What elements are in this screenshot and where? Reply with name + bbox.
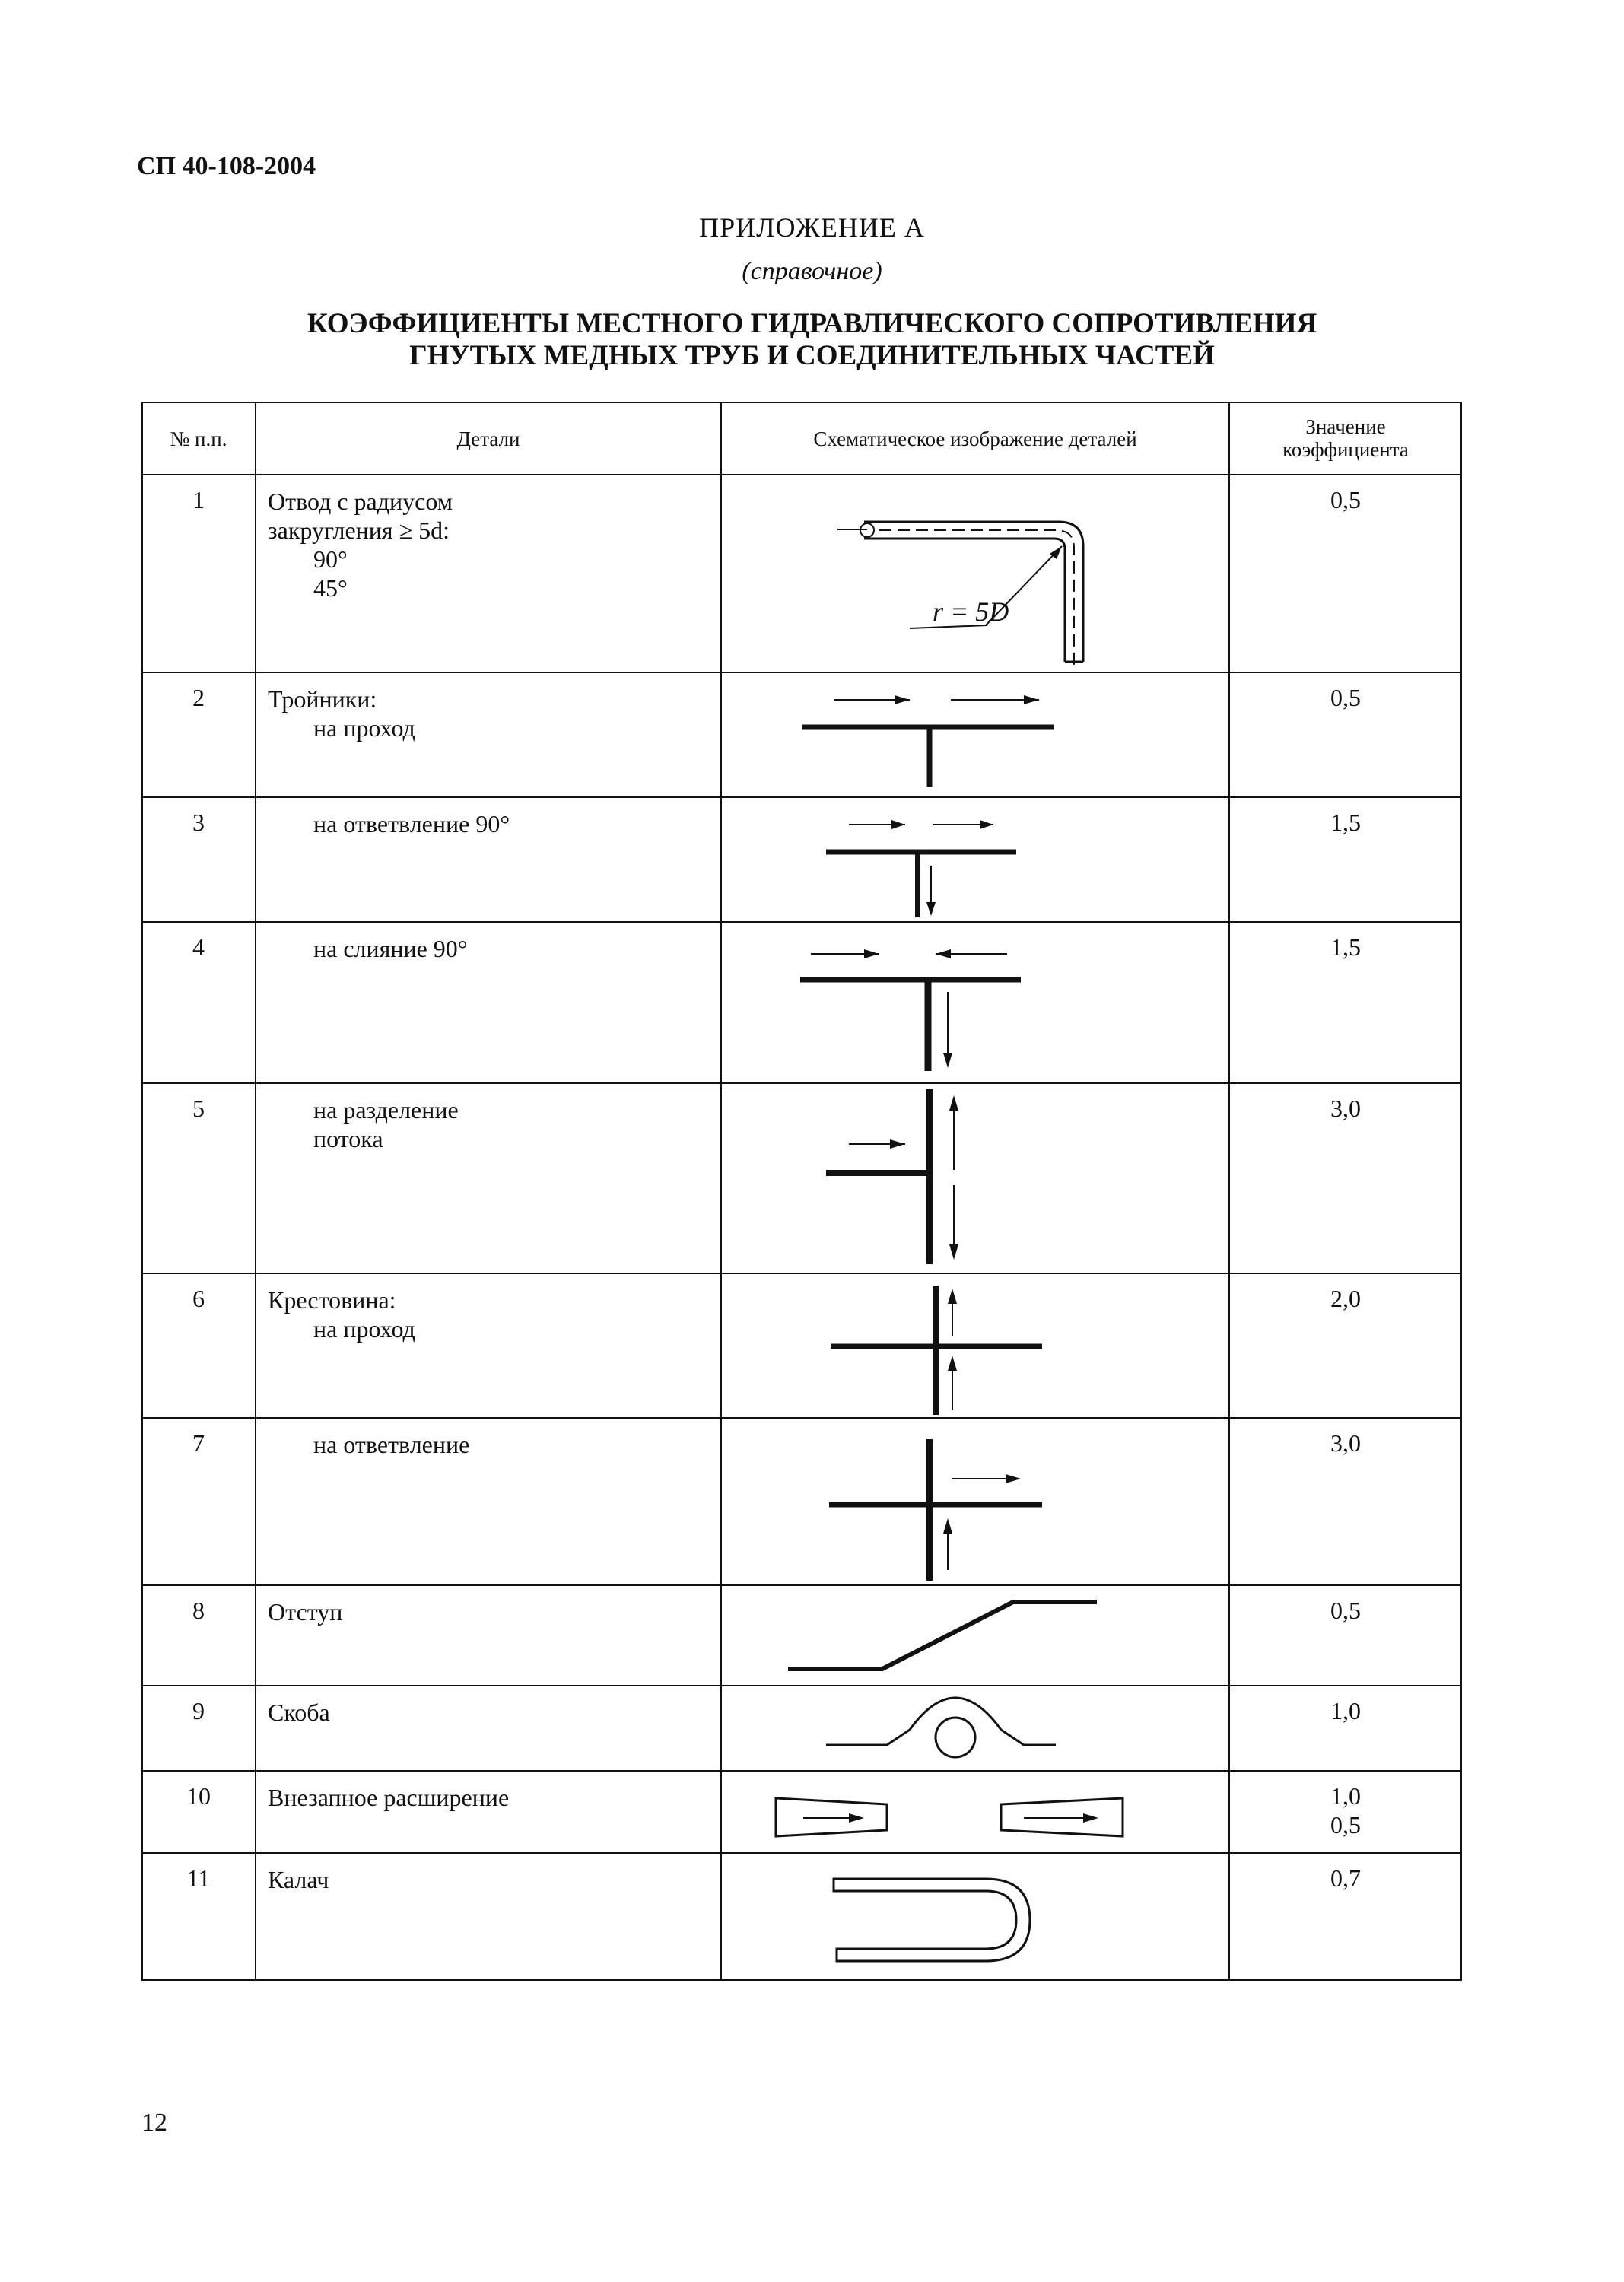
row-3-num: 3 <box>192 809 205 836</box>
row-10-value-1: 1,0 <box>1330 1782 1361 1810</box>
row-5-detail <box>268 1095 459 1153</box>
row-4-value: 1,5 <box>1330 933 1361 961</box>
tee-branch-drawing <box>826 802 1054 923</box>
row-6-detail <box>268 1286 415 1343</box>
coefficients-table <box>141 402 1462 1981</box>
row-5-num: 5 <box>192 1095 205 1122</box>
row-4-detail-line-1: на слияние 90° <box>313 935 468 962</box>
bracket-loop-drawing <box>826 1692 1069 1768</box>
row-8-value: 0,5 <box>1330 1597 1361 1624</box>
row-4-num: 4 <box>192 933 205 961</box>
row-1-detail <box>268 487 453 602</box>
cross-pass-drawing <box>826 1279 1054 1416</box>
appendix-note: (справочное) <box>742 257 882 285</box>
offset-drawing <box>788 1590 1108 1681</box>
row-10-value-2: 0,5 <box>1330 1811 1361 1839</box>
table-grid <box>141 402 1462 1981</box>
header-value <box>1229 415 1462 461</box>
header-value-line-1: Значение <box>1305 415 1386 438</box>
row-1-detail-line-2: закругления ≥ 5d: <box>268 516 450 544</box>
row-9-value: 1,0 <box>1330 1697 1361 1724</box>
row-11-detail <box>268 1865 329 1894</box>
row-10-detail-line-1: Внезапное расширение <box>268 1784 510 1811</box>
row-7-value: 3,0 <box>1330 1429 1361 1457</box>
row-3-value: 1,5 <box>1330 809 1361 836</box>
title-line-1: КОЭФФИЦИЕНТЫ МЕСТНОГО ГИДРАВЛИЧЕСКОГО СОПРОТИВЛЕНИЯ <box>307 308 1317 339</box>
bend-elbow-drawing <box>834 493 1153 668</box>
row-1-detail-line-1: Отвод с радиусом <box>268 488 453 515</box>
row-1-detail-line-3: 90° <box>313 545 348 573</box>
page-number: 12 <box>141 2109 167 2137</box>
sudden-expansion-drawing <box>773 1788 1130 1848</box>
row-5-detail-line-1: на разделение <box>313 1096 459 1124</box>
row-8-num: 8 <box>192 1597 205 1624</box>
document-code: СП 40-108-2004 <box>137 152 316 180</box>
row-7-num: 7 <box>192 1429 205 1457</box>
row-11-value: 0,7 <box>1330 1864 1361 1892</box>
row-1-value: 0,5 <box>1330 486 1361 513</box>
title-line-2: ГНУТЫХ МЕДНЫХ ТРУБ И СОЕДИНИТЕЛЬНЫХ ЧАСТЕЙ <box>409 340 1215 371</box>
page-title <box>0 308 1624 372</box>
row-7-detail <box>268 1430 469 1459</box>
row-6-num: 6 <box>192 1285 205 1312</box>
header-schematic: Схематическое изображение деталей <box>813 427 1137 450</box>
appendix-heading: ПРИЛОЖЕНИЕ А <box>699 212 925 243</box>
row-8-detail <box>268 1597 342 1626</box>
header-num: № п.п. <box>170 427 227 450</box>
row-4-detail <box>268 934 468 963</box>
row-1-detail-line-4: 45° <box>313 574 348 602</box>
row-6-detail-line-1: Крестовина: <box>268 1286 396 1314</box>
row-8-detail-line-1: Отступ <box>268 1598 343 1626</box>
tee-merge-drawing <box>796 931 1069 1083</box>
row-9-num: 9 <box>192 1697 205 1724</box>
row-11-detail-line-1: Калач <box>268 1866 329 1893</box>
row-10-value <box>1229 1781 1462 1839</box>
row-3-detail <box>268 809 510 838</box>
row-3-detail-line-1: на ответвление 90° <box>313 810 510 837</box>
row-2-detail <box>268 685 415 742</box>
row-6-detail-line-2: на проход <box>313 1315 415 1343</box>
row-1-num: 1 <box>192 486 205 513</box>
row-5-detail-line-2: потока <box>313 1125 383 1152</box>
tee-split-drawing <box>826 1086 1024 1266</box>
tee-pass-drawing <box>796 679 1100 793</box>
row-9-detail <box>268 1698 330 1727</box>
u-bend-drawing <box>826 1867 1069 1973</box>
row-2-detail-line-2: на проход <box>313 714 415 742</box>
row-10-detail <box>268 1783 509 1812</box>
header-details: Детали <box>456 427 520 450</box>
cross-branch-drawing <box>826 1432 1054 1584</box>
row-7-detail-line-1: на ответвление <box>313 1431 470 1458</box>
row-10-num: 10 <box>186 1782 211 1810</box>
header-value-line-2: коэффициента <box>1282 438 1409 461</box>
row-2-num: 2 <box>192 684 205 711</box>
row-6-value: 2,0 <box>1330 1285 1361 1312</box>
row-5-value: 3,0 <box>1330 1095 1361 1122</box>
row-11-num: 11 <box>186 1864 211 1892</box>
row-2-value: 0,5 <box>1330 684 1361 711</box>
row-2-detail-line-1: Тройники: <box>268 685 377 713</box>
bend-radius-label: r = 5D <box>933 596 1009 627</box>
row-9-detail-line-1: Скоба <box>268 1699 330 1726</box>
